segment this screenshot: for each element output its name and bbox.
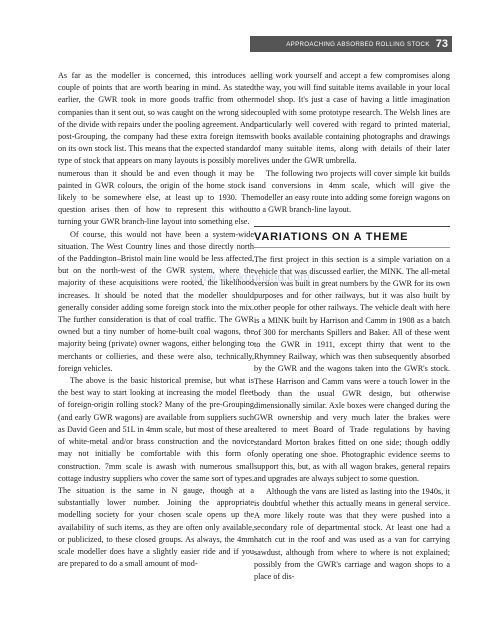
right-column <box>254 70 450 583</box>
running-header <box>250 36 452 52</box>
paragraph: The above is the basic historical premise, but what is the best way to start looking at increasing the model fleet of foreign-origin rolling stock? Many of the pre-Grouping (and early GWR wagons) are available from suppliers such as David Geen and 51L in 4mm scale, but most of these are of white-metal and/or brass construction and the novice may not initially be comfortable with this form of construction. 7mm scale is awash with numerous small cottage industry suppliers who cover the same sort of types. The situation is the same in N gauge, though at a substantially lower number. Joining the appropriate modelling society for your chosen scale opens up the availability of such items, as they are often only available, or publicized, to these closed groups. As always, the 4mm scale modeller does have a slightly easier ride and if you are prepared to do a small amount of mod- <box>58 376 255 569</box>
paragraph: The first project in this section is a simple variation on a vehicle that was discussed earlier, the MINK. The all-metal version was built in great numbers by the GWR for its own purposes and for other railways, but it was also built by other people for other railways. The vehicle dealt with here is a MINK built by Harrison and Camm in 1908 as a batch of 300 for merchants Spillers and Baker. All of these went to the GWR in 1911, except thirty that went to the Rhymney Railway, which was then subsequently absorbed by the GWR and the wagons taken into the GWR's stock. These Harrison and Camm vans were a touch lower in the body than the usual GWR design, but otherwise dimensionally similar. Axle boxes were changed during the GWR ownership and very much later the brakes were altered to meet Board of Trade regulations by having standard Morton brakes fitted on one side; though oddly only operating one shoe. Photographic evidence seems to support this, but, as with all wagon brakes, general repairs and upgrades are always subject to some question. <box>254 254 450 484</box>
paragraph: Of course, this would not have been a system-wide situation. The West Country lines and those directly north of the Paddington–Bristol main line would be less affected, but on the north-west of the GWR system, where the majority of these acquisitions were rooted, the likelihood increases. It should be noted that the modeller should generally consider adding some foreign stock into the mix. The further consideration is that of coal traffic. The GWR owned but a tiny number of home-built coal wagons, the majority being (private) owner wagons, either belonging to merchants or collieries, and these were also, technically, foreign vehicles. <box>58 229 254 373</box>
page-number: 73 <box>435 38 448 50</box>
left-column <box>58 70 254 570</box>
paragraph: Although the vans are listed as lasting into the 1940s, it is doubtful whether this actually means in general service. A more likely route was that they were pushed into a secondary role of departmental stock. At least one had a hatch cut in the roof and was used as a van for carrying sawdust, although from where to where is not explained; possibly from the GWR's carriage and wagon shops to a place of dis- <box>254 486 450 581</box>
paragraph: The following two projects will cover simple kit builds and conversions in 4mm scale, which will give the modeller an easy route into adding some foreign wagons on to a GWR branch-line layout. <box>254 168 450 215</box>
paragraph: elling work yourself and accept a few compromises along the way, you will find suitable items available in your local model shop. It's just a case of having a little imagination coupled with some prototype research. The Welsh lines are particularly well covered with regard to printed material, with books available containing photographs and drawings of many suitable items, along with details of their later lives under the GWR umbrella. <box>254 71 450 166</box>
watermark: www.bookprinting.com <box>189 270 311 284</box>
section-heading: VARIATIONS ON A THEME <box>254 226 450 247</box>
paragraph: As far as the modeller is concerned, this introduces a couple of points that are worth bearing in mind. As stated earlier, the GWR took in more goods traffic from other companies than it sent out, so was caught on the wrong side of the divide with repairs under the pooling agreement. And post-Grouping, the company had these extra foreign items on its own stock list. This means that the expected standard type of stock that appears on many layouts is possibly more numerous than it should be and even though it may be painted in GWR colours, the origin of the home stock is likely to be somewhere else, at least up to 1930. The question arises then of how to represent this without turning your GWR branch-line layout into something else. <box>58 71 255 227</box>
running-header-title: APPROACHING ABSORBED ROLLING STOCK <box>286 40 430 48</box>
